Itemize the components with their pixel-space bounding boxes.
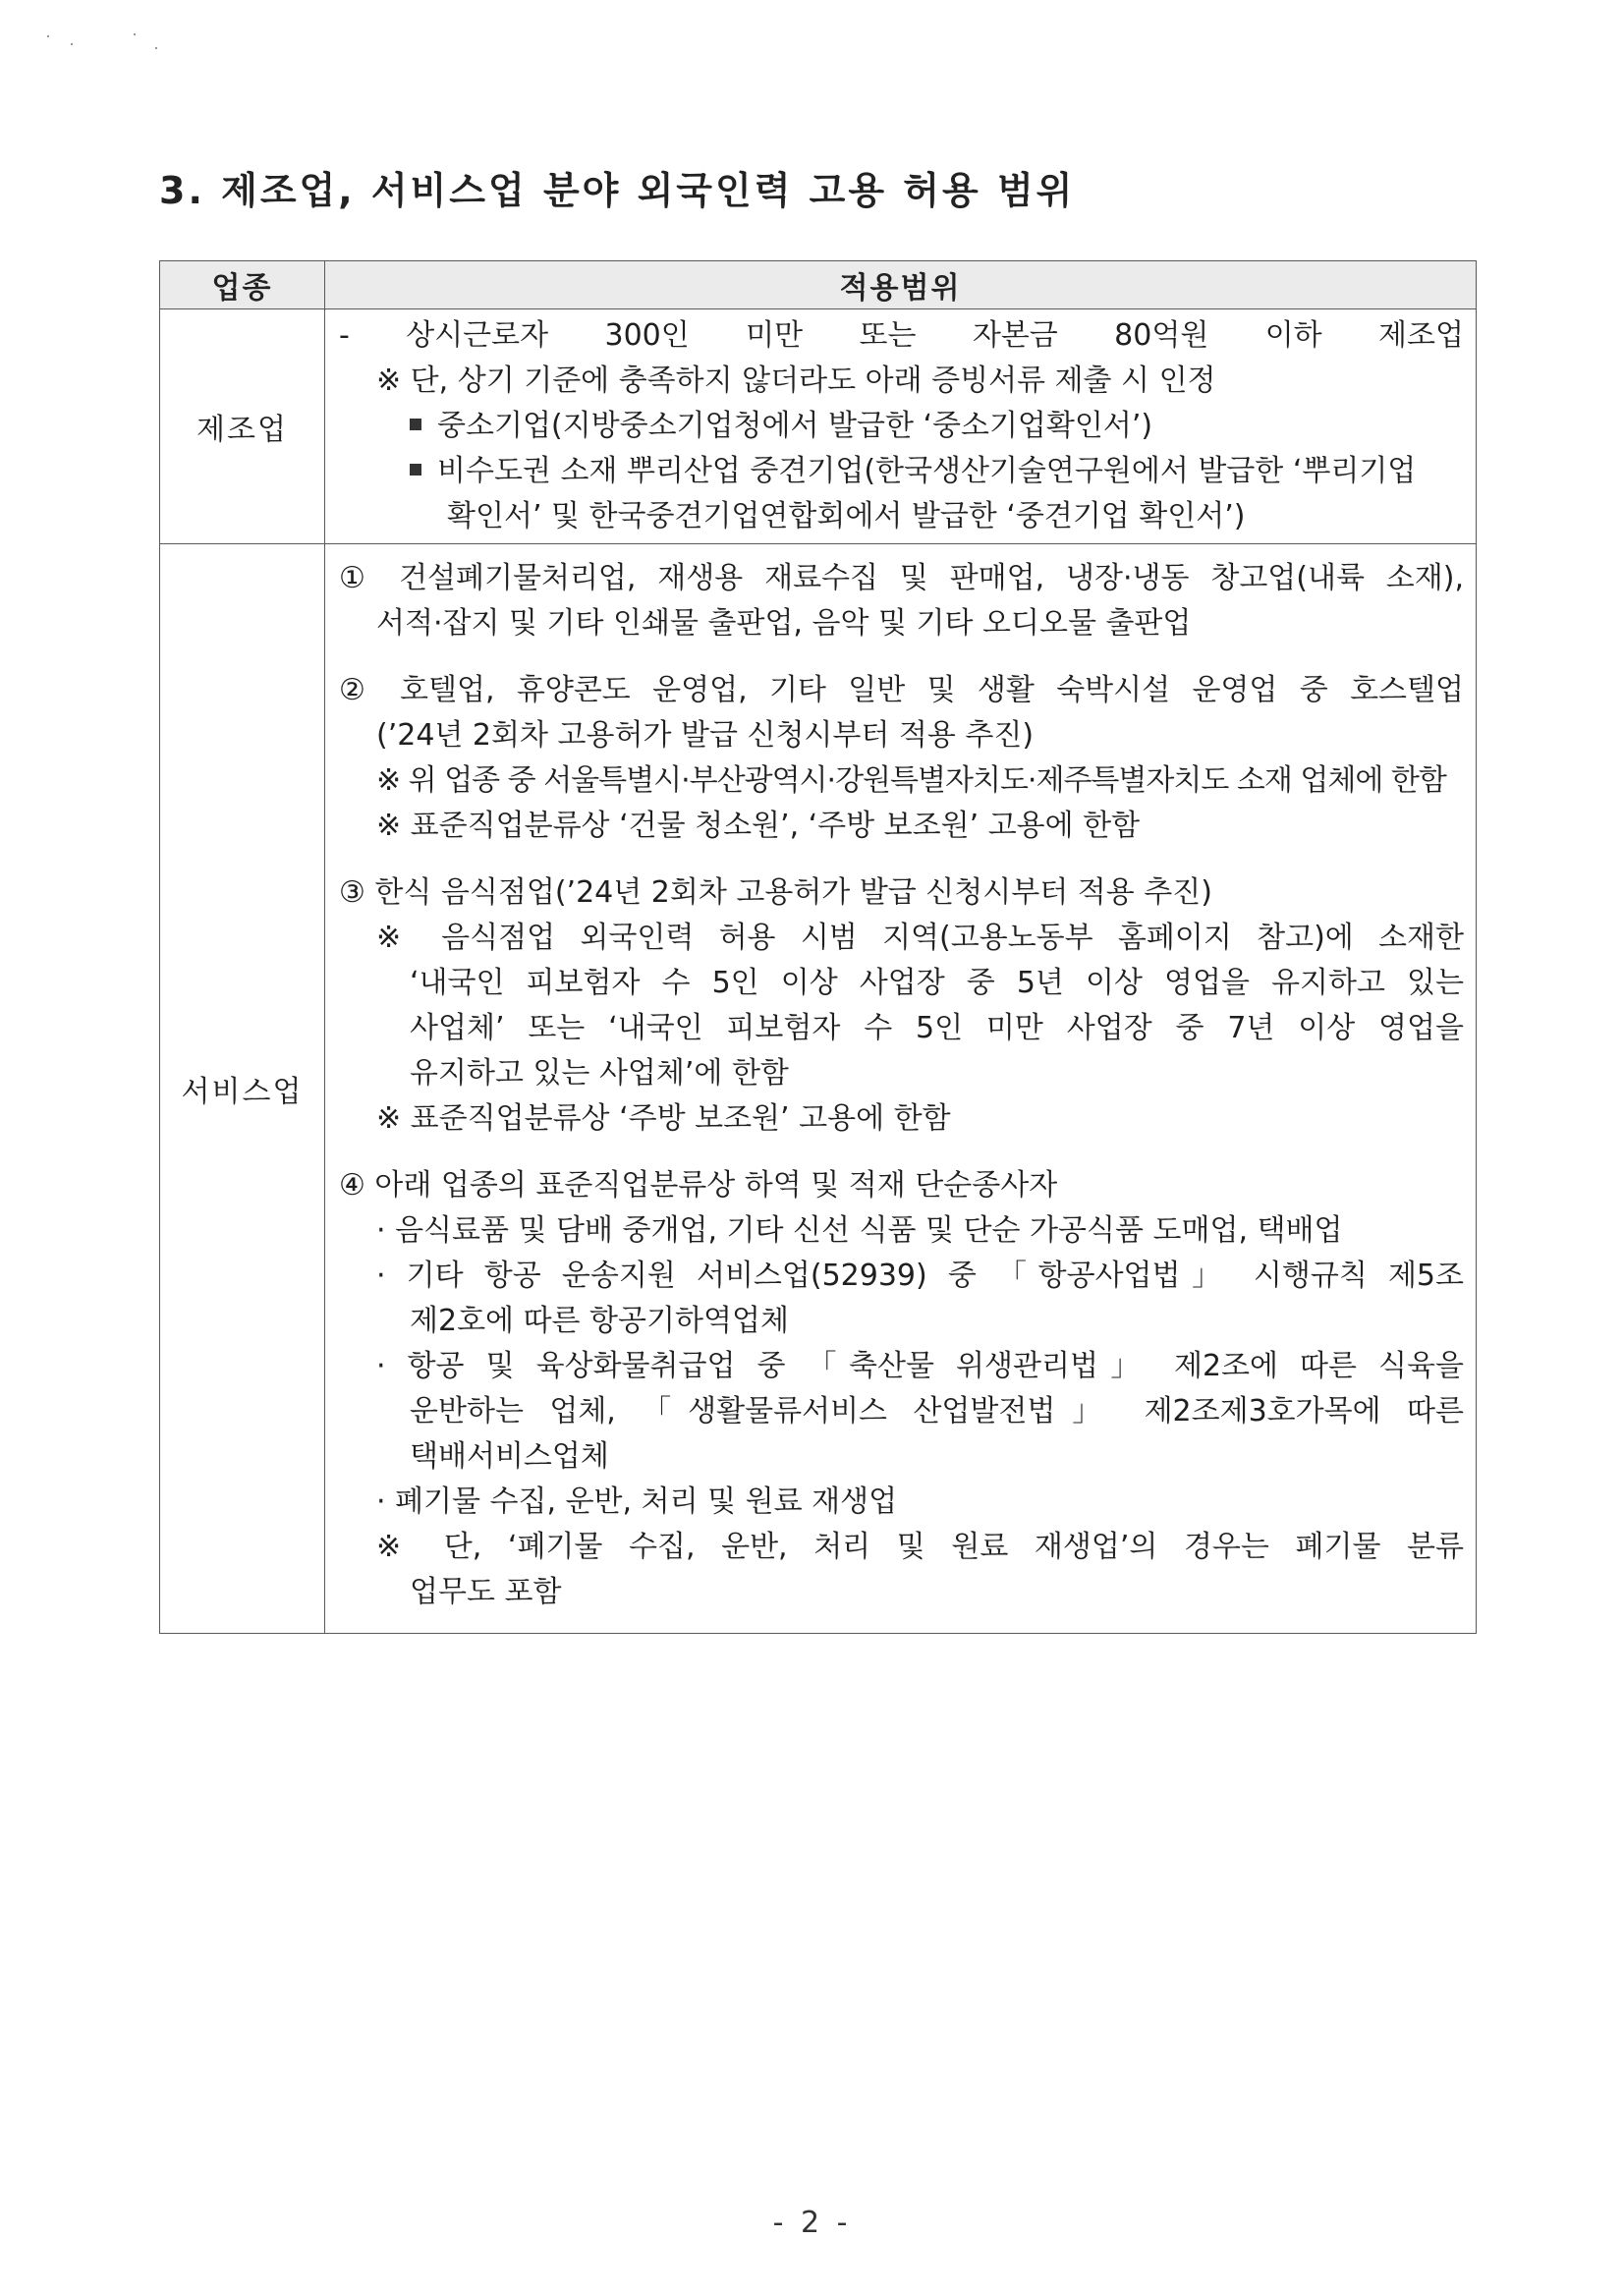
scan-specks (39, 29, 196, 59)
scope-line: (’24년 2회차 고용허가 발급 신청시부터 적용 추진) (376, 718, 1035, 753)
scope-line: ‘내국인 피보험자 수 5인 이상 사업장 중 5년 이상 영업을 유지하고 있는 (410, 966, 1464, 1000)
scope-line: 제2호에 따른 항공기하역업체 (410, 1304, 789, 1338)
service-item-3 (339, 870, 1464, 1142)
service-item-1 (339, 556, 1464, 646)
scope-line-text: 비수도권 소재 뿌리산업 중견기업(한국생산기술연구원에서 발급한 ‘뿌리기업 (437, 454, 1417, 488)
scope-line: ④ 아래 업종의 표준직업분류상 하역 및 적재 단순종사자 (339, 1168, 1058, 1203)
scope-line: 운반하는 업체, 「생활물류서비스 산업발전법」 제2조제3호가목에 따른 (410, 1394, 1464, 1428)
scope-line: · 폐기물 수집, 운반, 처리 및 원료 재생업 (376, 1484, 898, 1519)
table-row-service (160, 544, 1477, 1634)
scope-line: ① 건설폐기물처리업, 재생용 재료수집 및 판매업, 냉장·냉동 창고업(내륙 소재), (339, 561, 1464, 595)
scope-line: ※ 단, ‘폐기물 수집, 운반, 처리 및 원료 재생업’의 경우는 폐기물 분류 (376, 1530, 1464, 1564)
scope-line: ※ 위 업종 중 서울특별시·부산광역시·강원특별자치도·제주특별자치도 소재 업체에 한함 (376, 763, 1446, 798)
scope-line: ※ 단, 상기 기준에 충족하지 않더라도 아래 증빙서류 제출 시 인정 (376, 364, 1216, 398)
scope-service (325, 544, 1477, 1634)
scope-manufacturing (325, 309, 1477, 544)
scope-line: ※ 표준직업분류상 ‘주방 보조원’ 고용에 한함 (376, 1101, 951, 1136)
header-category: 업종 (160, 261, 325, 309)
scope-line: 택배서비스업체 (410, 1439, 609, 1474)
table-row-manufacturing (160, 309, 1477, 544)
page-title: 3. 제조업, 서비스업 분야 외국인력 고용 허용 범위 (159, 169, 1076, 212)
scope-line: ③ 한식 음식점업(’24년 2회차 고용허가 발급 신청시부터 적용 추진) (339, 875, 1212, 910)
scope-line: ※ 음식점업 외국인력 허용 시범 지역(고용노동부 홈페이지 참고)에 소재한 (376, 921, 1464, 955)
category-service: 서비스업 (160, 544, 325, 1634)
category-manufacturing: 제조업 (160, 309, 325, 544)
square-bullet-icon (410, 419, 421, 430)
scope-line: · 음식료품 및 담배 중개업, 기타 신선 식품 및 단순 가공식품 도매업, 택배업 (376, 1213, 1343, 1248)
scope-line: - 상시근로자 300인 미만 또는 자본금 80억원 이하 제조업 (339, 318, 1464, 353)
employment-scope-table (159, 260, 1477, 1634)
square-bullet-icon (410, 464, 421, 476)
service-item-4 (339, 1163, 1464, 1615)
scope-line: 확인서’ 및 한국중견기업연합회에서 발급한 ‘중견기업 확인서’) (447, 499, 1246, 533)
scope-line: 유지하고 있는 사업체’에 한함 (410, 1056, 789, 1091)
scope-line: ※ 표준직업분류상 ‘건물 청소원’, ‘주방 보조원’ 고용에 한함 (376, 809, 1141, 843)
scope-line: 서적·잡지 및 기타 인쇄물 출판업, 음악 및 기타 오디오물 출판업 (376, 606, 1192, 641)
scope-line: · 항공 및 육상화물취급업 중 「축산물 위생관리법」 제2조에 따른 식육을 (376, 1349, 1464, 1383)
scope-line: 사업체’ 또는 ‘내국인 피보험자 수 5인 미만 사업장 중 7년 이상 영업을 (410, 1011, 1464, 1045)
scope-line (339, 404, 1464, 449)
header-scope: 적용범위 (325, 261, 1477, 309)
service-item-2 (339, 668, 1464, 849)
scope-line: · 기타 항공 운송지원 서비스업(52939) 중 「항공사업법」 시행규칙 제5조 (376, 1259, 1464, 1293)
scope-line: ② 호텔업, 휴양콘도 운영업, 기타 일반 및 생활 숙박시설 운영업 중 호스텔업 (339, 673, 1464, 707)
scope-line-text: 중소기업(지방중소기업청에서 발급한 ‘중소기업확인서’) (437, 409, 1153, 443)
page-number: - 2 - (772, 2206, 852, 2240)
scope-line (339, 449, 1464, 494)
table-header-row (160, 261, 1477, 309)
scope-line: 업무도 포함 (410, 1575, 562, 1609)
